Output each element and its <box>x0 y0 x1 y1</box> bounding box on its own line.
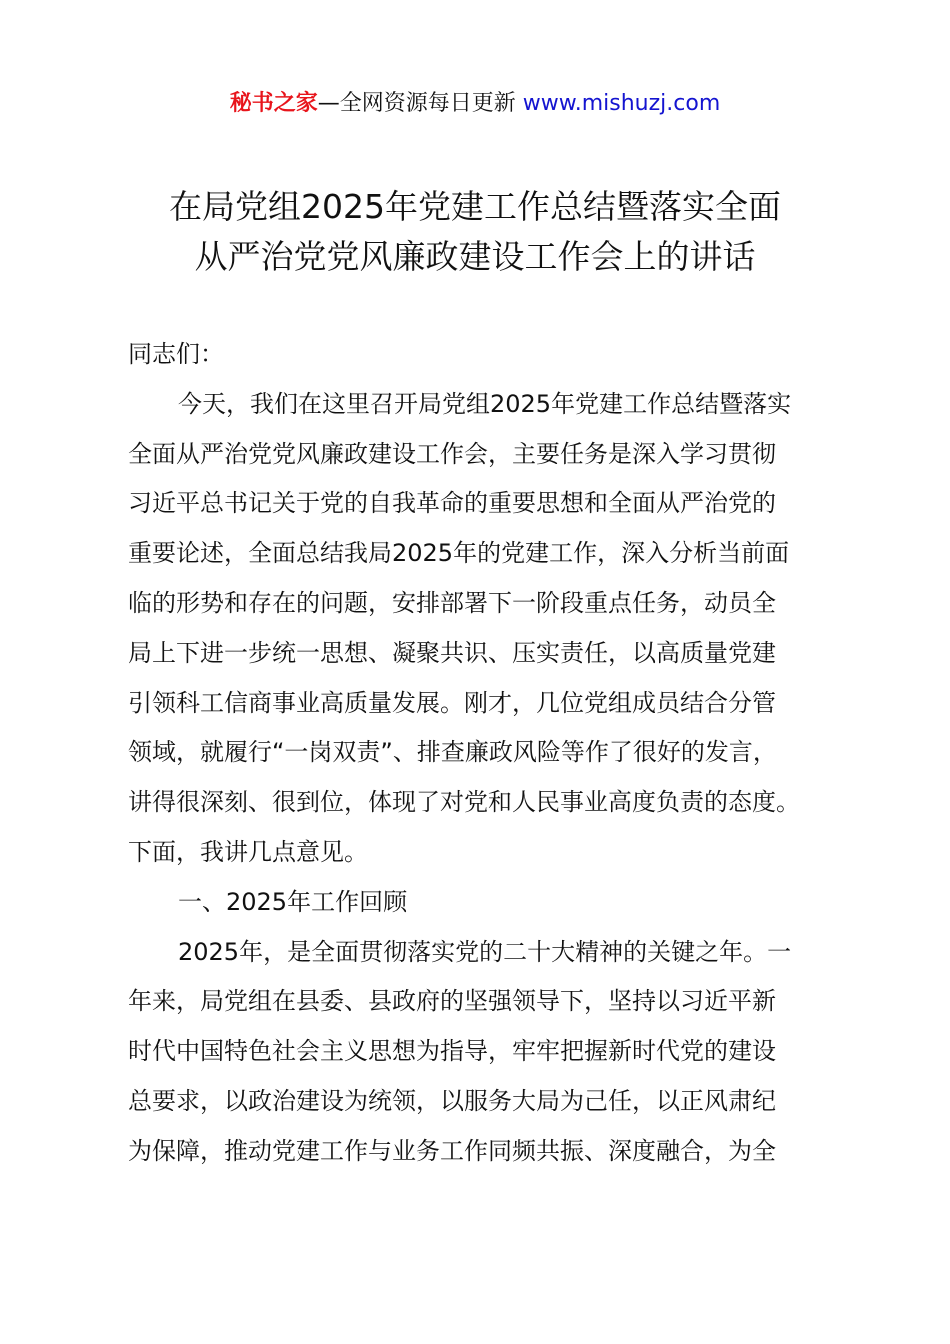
text-line: 下面，我讲几点意见。 <box>128 837 368 866</box>
text-line: 2025年，是全面贯彻落实党的二十大精神的关键之年。一 <box>178 937 792 966</box>
text-line: 同志们： <box>128 340 224 368</box>
text-line: 今天，我们在这里召开局党组2025年党建工作总结暨落实 <box>178 389 792 418</box>
text-line: 讲得很深刻、很到位，体现了对党和人民事业高度负责的态度。 <box>128 788 800 817</box>
text-line: 重要论述，全面总结我局2025年的党建工作，深入分析当前面 <box>128 539 790 568</box>
text-line: 一、2025年工作回顾 <box>178 887 408 916</box>
text-line: 时代中国特色社会主义思想为指导，牢牢把握新时代党的建设 <box>128 1037 776 1066</box>
tagline: —全网资源每日更新 <box>317 91 523 116</box>
text-line: 局上下进一步统一思想、凝聚共识、压实责任，以高质量党建 <box>128 638 776 667</box>
text-line: 引领科工信商事业高质量发展。刚才，几位党组成员结合分管 <box>128 688 776 717</box>
site-url[interactable]: www.mishuzj.com <box>522 91 721 116</box>
document-title <box>0 182 950 282</box>
site-header <box>0 88 950 120</box>
text-line: 年来，局党组在县委、县政府的坚强领导下，坚持以习近平新 <box>128 987 776 1016</box>
document-body <box>128 330 868 1177</box>
text-line: 为保障，推动党建工作与业务工作同频共振、深度融合，为全 <box>128 1136 776 1165</box>
title-line: 在局党组2025年党建工作总结暨落实全面 <box>169 187 781 226</box>
brand-name: 秘书之家 <box>229 91 318 116</box>
text-line: 习近平总书记关于党的自我革命的重要思想和全面从严治党的 <box>128 489 776 518</box>
text-line: 全面从严治党党风廉政建设工作会，主要任务是深入学习贯彻 <box>128 439 776 468</box>
text-line: 领域，就履行“一岗双责”、排查廉政风险等作了很好的发言， <box>128 738 777 767</box>
text-line: 总要求，以政治建设为统领，以服务大局为己任，以正风肃纪 <box>128 1086 776 1115</box>
text-line: 临的形势和存在的问题，安排部署下一阶段重点任务，动员全 <box>128 588 776 617</box>
title-line: 从严治党党风廉政建设工作会上的讲话 <box>194 237 756 276</box>
